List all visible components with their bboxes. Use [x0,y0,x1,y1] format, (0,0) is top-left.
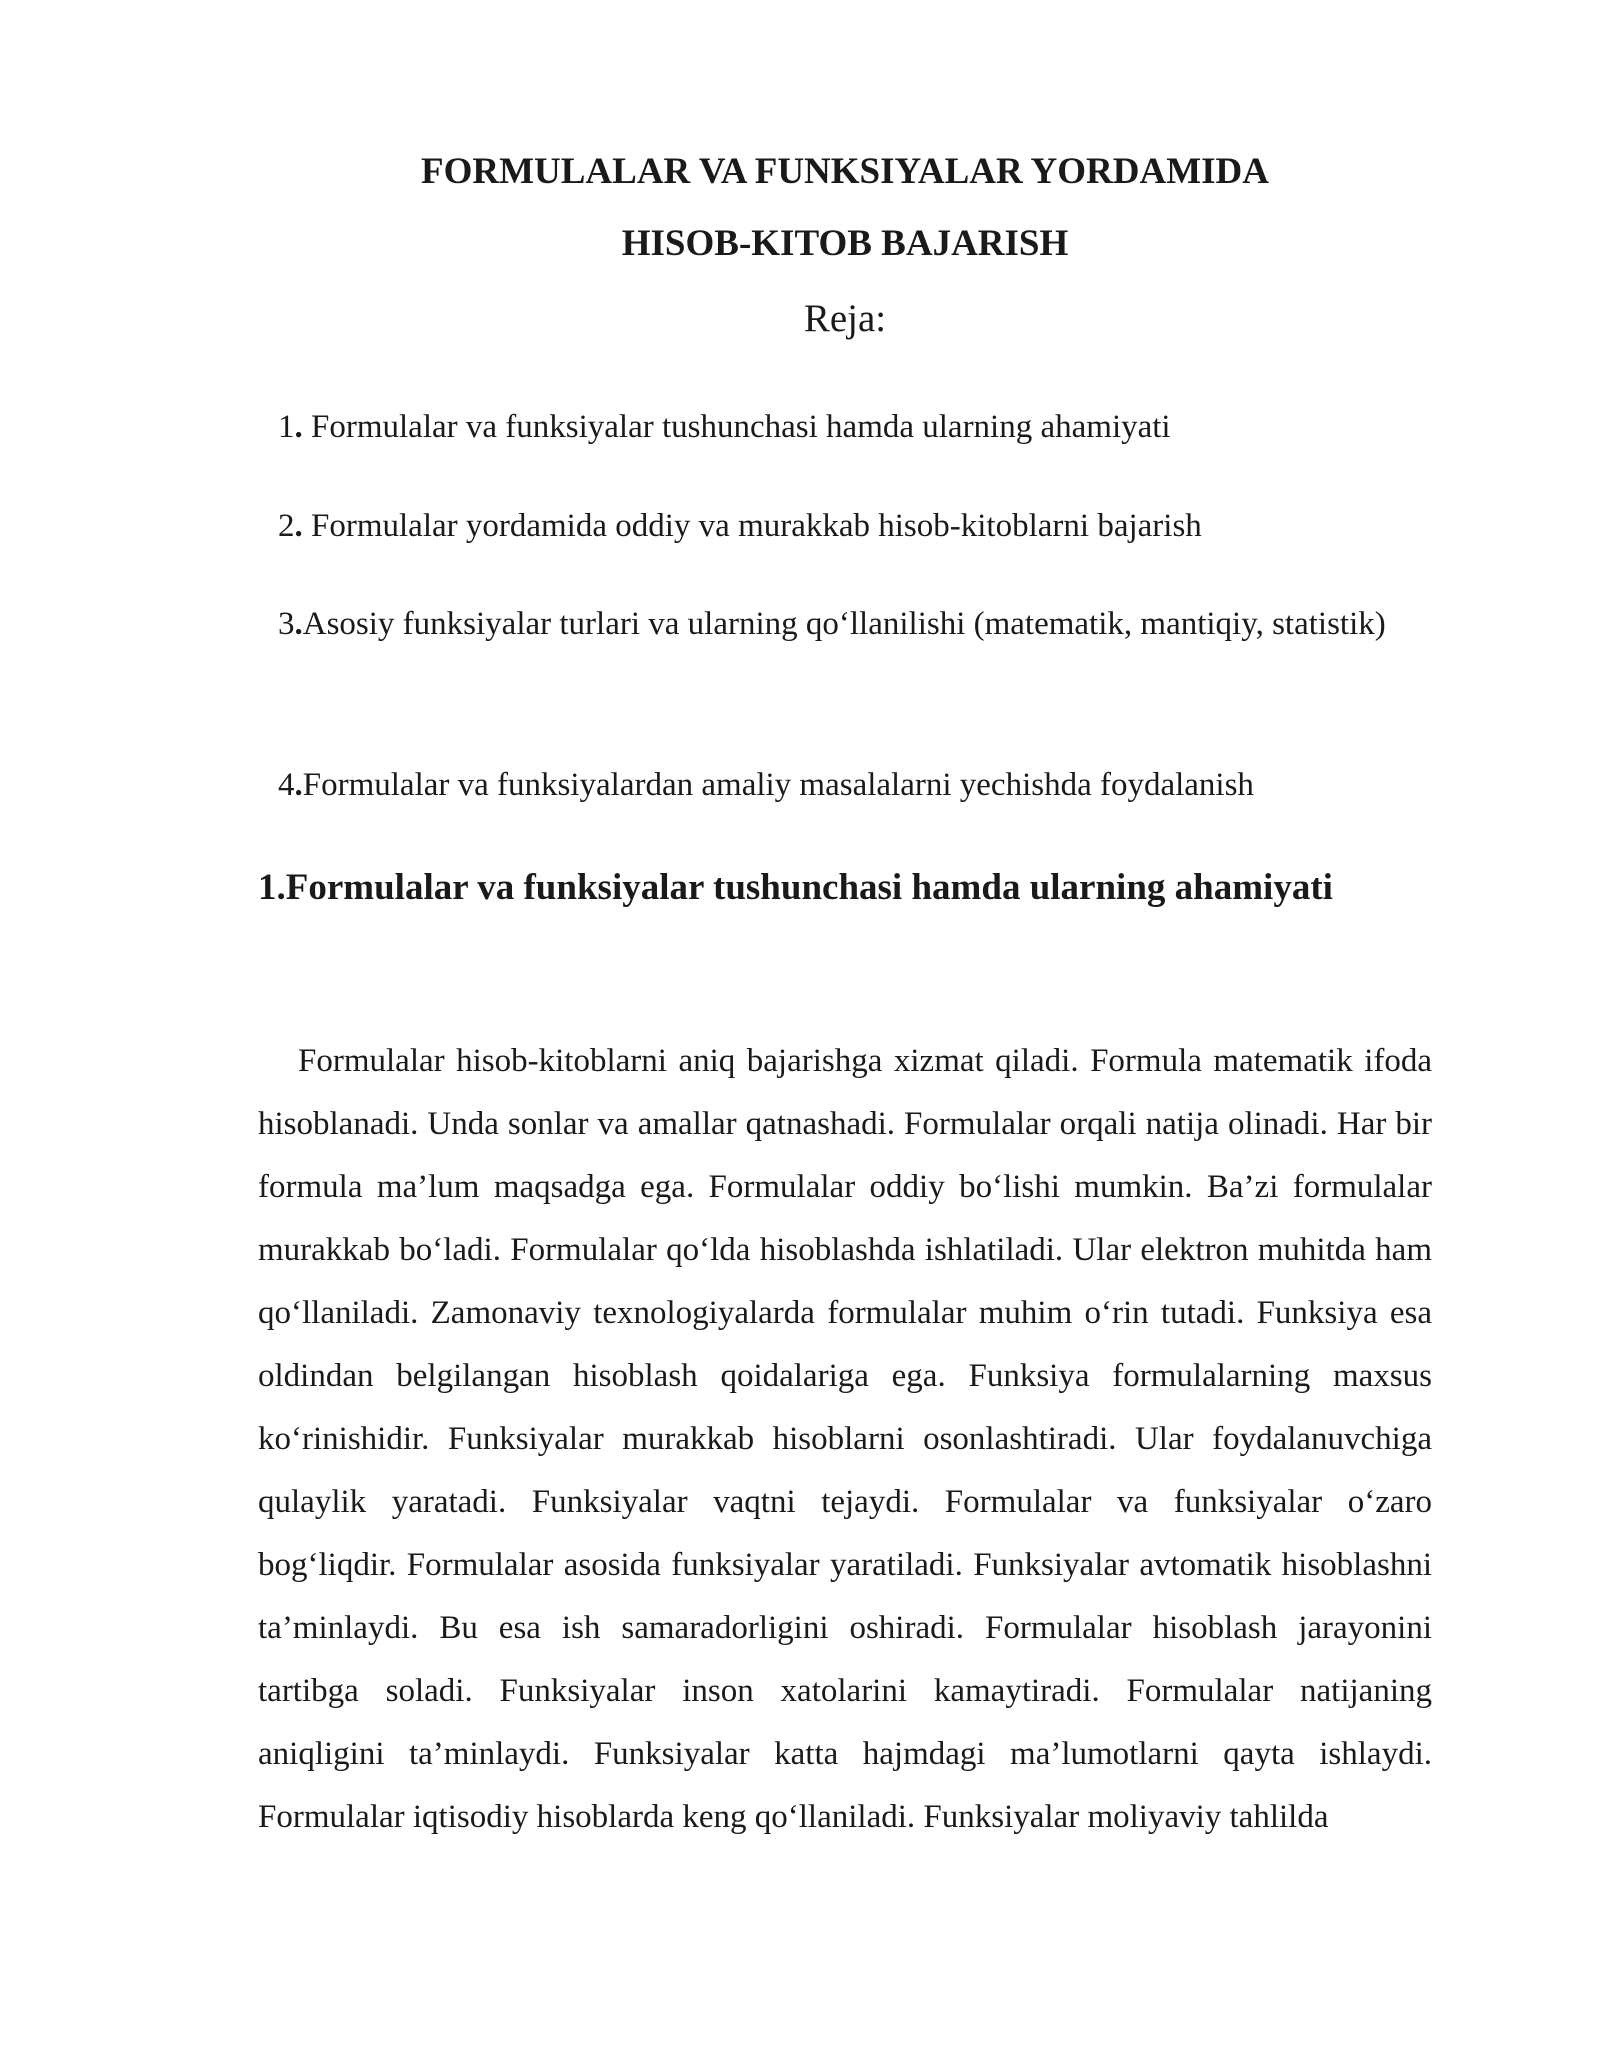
plan-item-4 [258,754,1432,816]
plan-item-dot: . [294,508,303,544]
plan-item-number: 3 [278,606,295,642]
plan-item-text: Formulalar yordamida oddiy va murakkab hisob-kitoblarni bajarish [302,508,1202,544]
section-1-body: Formulalar hisob-kitoblarni aniq bajarishga xizmat qiladi. Formula matematik ifoda hisoblanadi. Unda sonlar va amallar qatnashadi. Formulalar orqali natija olinadi. Har bir formula ma’lum maqsadga ega. Formulalar oddiy bo‘lishi mumkin. Ba’zi formulalar murakkab bo‘ladi. Formulalar qo‘lda hisoblashda ishlatiladi. Ular elektron muhitda ham qo‘llaniladi. Zamonaviy texnologiyalarda formulalar muhim o‘rin tutadi. Funksiya esa oldindan belgilangan hisoblash qoidalariga ega. Funksiya formulalarning maxsus ko‘rinishidir. Funksiyalar murakkab hisoblarni osonlashtiradi. Ular foydalanuvchiga qulaylik yaratadi. Funksiyalar vaqtni tejaydi. Formulalar va funksiyalar o‘zaro bog‘liqdir. Formulalar asosida funksiyalar yaratiladi. Funksiyalar avtomatik hisoblashni ta’minlaydi. Bu esa ish samaradorligini oshiradi. Formulalar hisoblash jarayonini tartibga soladi. Funksiyalar inson xatolarini kamaytiradi. Formulalar natijaning aniqligini ta’minlaydi. Funksiyalar katta hajmdagi ma’lumotlarni qayta ishlaydi. Formulalar iqtisodiy hisoblarda keng qo‘llaniladi. Funksiyalar moliyaviy tahlilda [258,1043,1432,1835]
plan-item-dot: . [294,409,303,445]
plan-item-dot: . [294,767,303,803]
plan-item-number: 2 [278,508,295,544]
plan-item-text: Asosiy funksiyalar turlari va ularning qo‘llanilishi (matematik, mantiqiy, statistik) [302,606,1386,642]
plan-item-dot: . [294,606,303,642]
plan-label: Reja: [803,297,887,340]
plan-item-1 [258,396,1432,458]
plan-item-3 [258,593,1432,655]
plan-item-text: Formulalar va funksiyalardan amaliy masalalarni yechishda foydalanish [302,767,1254,803]
document-title-line-1: FORMULALAR VA FUNKSIYALAR YORDAMIDA [421,151,1269,192]
plan-item-number: 1 [278,409,295,445]
document-title-line-2: HISOB-KITOB BAJARISH [621,223,1069,264]
plan-item-text: Formulalar va funksiyalar tushunchasi hamda ularning ahamiyati [302,409,1171,445]
section-1-heading: 1.Formulalar va funksiyalar tushunchasi hamda ularning ahamiyati [258,867,1333,908]
plan-item-2 [258,495,1432,557]
plan-item-number: 4 [278,767,295,803]
